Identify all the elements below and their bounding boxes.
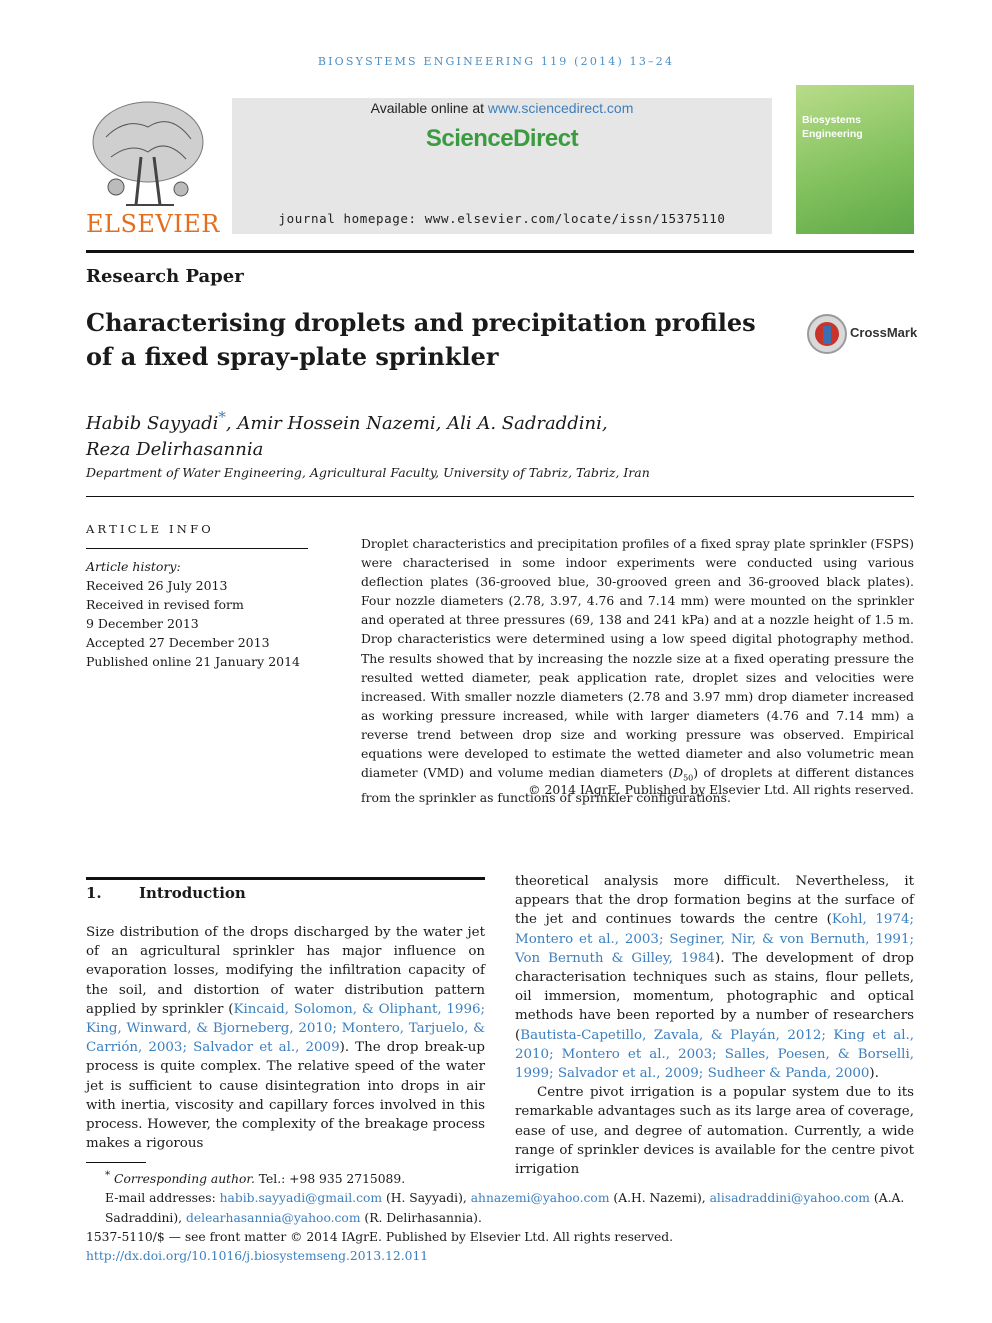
author-list <box>86 404 786 463</box>
history-item: Accepted 27 December 2013 <box>86 635 270 650</box>
article-history <box>86 557 326 671</box>
citation-link[interactable]: Bautista-Capetillo, Zavala, & Playán, 2012; King et al., 2010; Montero et al., 2003; Salles, Poesen, & Borselli, 1999; Salvador et al., 2009; Sudheer & Panda, 2000 <box>515 1027 914 1082</box>
intro-text: ). The drop break-up process is quite complex. The relative speed of the water jet is sufficient to cause disintegration into drops in air with inertia, viscosity and capillary forces involved in this process. However, the complexity of the breakage process makes a rigorous <box>86 1040 485 1152</box>
available-prefix: Available online at <box>370 100 488 116</box>
corresponding-author-mark[interactable]: * <box>218 408 226 426</box>
title-rule <box>86 496 914 497</box>
header-rule <box>86 250 914 253</box>
corresponding-label: Corresponding author. <box>114 1172 255 1187</box>
email-link[interactable]: habib.sayyadi@gmail.com <box>219 1191 383 1206</box>
running-head: BIOSYSTEMS ENGINEERING 119 (2014) 13–24 <box>317 55 675 68</box>
doi-link[interactable]: http://dx.doi.org/10.1016/j.biosystemseng.2013.12.011 <box>86 1248 429 1263</box>
crossmark-label: CrossMark <box>850 325 918 340</box>
intro-text: ). The development of drop characterisation techniques such as stains, flour pellets, oil immersion, momentum, photographic and optical methods have been reported by a number of researchers ( <box>515 950 914 1043</box>
footnotes <box>86 1166 914 1266</box>
intro-text: Size distribution of the drops discharged by the water jet of an agricultural sprinkler has major influence on evaporation losses, modifying the infiltration capacity of the soil, and distortion of water distribution pattern applied by sprinkler ( <box>86 925 485 1017</box>
d-subscript: 50 <box>683 773 694 783</box>
sciencedirect-brand: ScienceDirect <box>425 125 579 152</box>
history-item: Received 26 July 2013 <box>86 578 228 593</box>
sciencedirect-link[interactable]: www.sciencedirect.com <box>487 100 634 116</box>
abstract <box>361 534 914 807</box>
intro-left-column <box>86 923 485 1153</box>
affiliation: Department of Water Engineering, Agricultural Faculty, University of Tabriz, Tabriz, Iran <box>86 465 650 480</box>
email-label: E-mail addresses: <box>105 1191 220 1206</box>
available-online <box>232 100 772 116</box>
corresponding-footnote <box>86 1166 914 1189</box>
section-title: Introduction <box>139 884 246 902</box>
cover-title: Biosystems Engineering <box>802 114 863 140</box>
history-item: 9 December 2013 <box>86 616 199 631</box>
intro-rule <box>86 877 485 880</box>
email-footnote <box>86 1189 914 1227</box>
citation-link[interactable]: Kohl, 1974; Montero et al., 2003; Seginer, Nir, & von Bernuth, 1991; Von Bernuth & Gilley, 1984 <box>515 912 914 966</box>
journal-cover-image <box>796 85 914 234</box>
email-owner: (A.H. Nazemi), <box>609 1191 710 1206</box>
author-sayyadi[interactable]: Habib Sayyadi <box>86 413 219 434</box>
intro-text: theoretical analysis more difficult. Nevertheless, it appears that the drop formation begins at the surface of the jet and continues towards the centre ( <box>515 874 914 928</box>
article-info-rule <box>86 548 308 549</box>
section-heading-introduction <box>86 884 246 902</box>
telephone: Tel.: +98 935 2715089. <box>254 1172 406 1187</box>
email-owner: (H. Sayyadi), <box>382 1191 471 1206</box>
history-label: Article history: <box>86 559 181 574</box>
article-type: Research Paper <box>86 266 244 287</box>
d-symbol: D <box>673 765 684 781</box>
email-link[interactable]: alisadraddini@yahoo.com <box>709 1191 870 1206</box>
authors-rest: , Amir Hossein Nazemi, Ali A. Sadraddini, <box>225 413 608 434</box>
email-link[interactable]: delearhasannia@yahoo.com <box>185 1210 361 1225</box>
article-info-heading: ARTICLE INFO <box>86 522 214 536</box>
email-owner: (R. Delirhasannia). <box>360 1210 482 1225</box>
author-delirhasannia: Reza Delirhasannia <box>86 439 264 460</box>
journal-homepage[interactable]: journal homepage: www.elsevier.com/locate/issn/15375110 <box>278 211 726 226</box>
issn-line: 1537-5110/$ — see front matter © 2014 IAgrE. Published by Elsevier Ltd. All rights reserved. <box>86 1229 674 1244</box>
section-number: 1. <box>86 884 102 902</box>
history-item: Received in revised form <box>86 597 244 612</box>
history-item: Published online 21 January 2014 <box>86 654 301 669</box>
citation-link[interactable]: Kincaid, Solomon, & Oliphant, 1996; King, Winward, & Bjorneberg, 2010; Montero, Tarjuelo, & Carrión, 2003; Salvador et al., 2009 <box>86 1001 486 1056</box>
article-title: Characterising droplets and precipitation profiles of a fixed spray-plate sprinkler <box>86 308 756 371</box>
footnote-rule <box>86 1162 146 1163</box>
email-owner: (A.A. Sadraddini), <box>105 1191 905 1225</box>
intro-right-column <box>515 872 914 1179</box>
abstract-copyright: © 2014 IAgrE. Published by Elsevier Ltd. All rights reserved. <box>528 782 914 797</box>
intro-text: ). <box>869 1066 879 1082</box>
email-link[interactable]: ahnazemi@yahoo.com <box>470 1191 610 1206</box>
footnote-star: * <box>105 1169 111 1181</box>
elsevier-wordmark: ELSEVIER <box>86 210 220 238</box>
abstract-text-b: ) of droplets at different distances from the sprinkler as functions of sprinkler configurations. <box>361 765 915 805</box>
abstract-text-a: Droplet characteristics and precipitation profiles of a fixed spray plate sprinkler (FSPS) were characterised in some indoor experiments were conducted using various deflection plates (36-grooved blue, 30-grooved green and 36-grooved black plates). Four nozzle diameters (2.78, 3.97, 4.76 and 7.14 mm) were mounted on the sprinkler and operated at three pressures (69, 138 and 241 kPa) and at a nozzle height of 1.5 m. Drop characteristics were determined using a low speed digital photography method. The results showed that by increasing the nozzle size at a fixed operating pressure the resulted wetted diameter, peak application rate, droplet sizes and velocities were increased. With smaller nozzle diameters (2.78 and 3.97 mm) drop diameter increased as working pressure increased, while with larger diameters (4.76 and 7.14 mm) a reverse trend between drop size and working pressure was observed. Empirical equations were developed to estimate the wetted diameter and also volumetric mean diameter (VMD) and volume median diameters ( <box>361 536 914 781</box>
intro-paragraph-2: Centre pivot irrigation is a popular system due to its remarkable advantages such as its large area of coverage, ease of use, and degree of automation. Currently, a wide range of sprinkler devices is available for the centre pivot irrigation <box>515 1085 914 1178</box>
